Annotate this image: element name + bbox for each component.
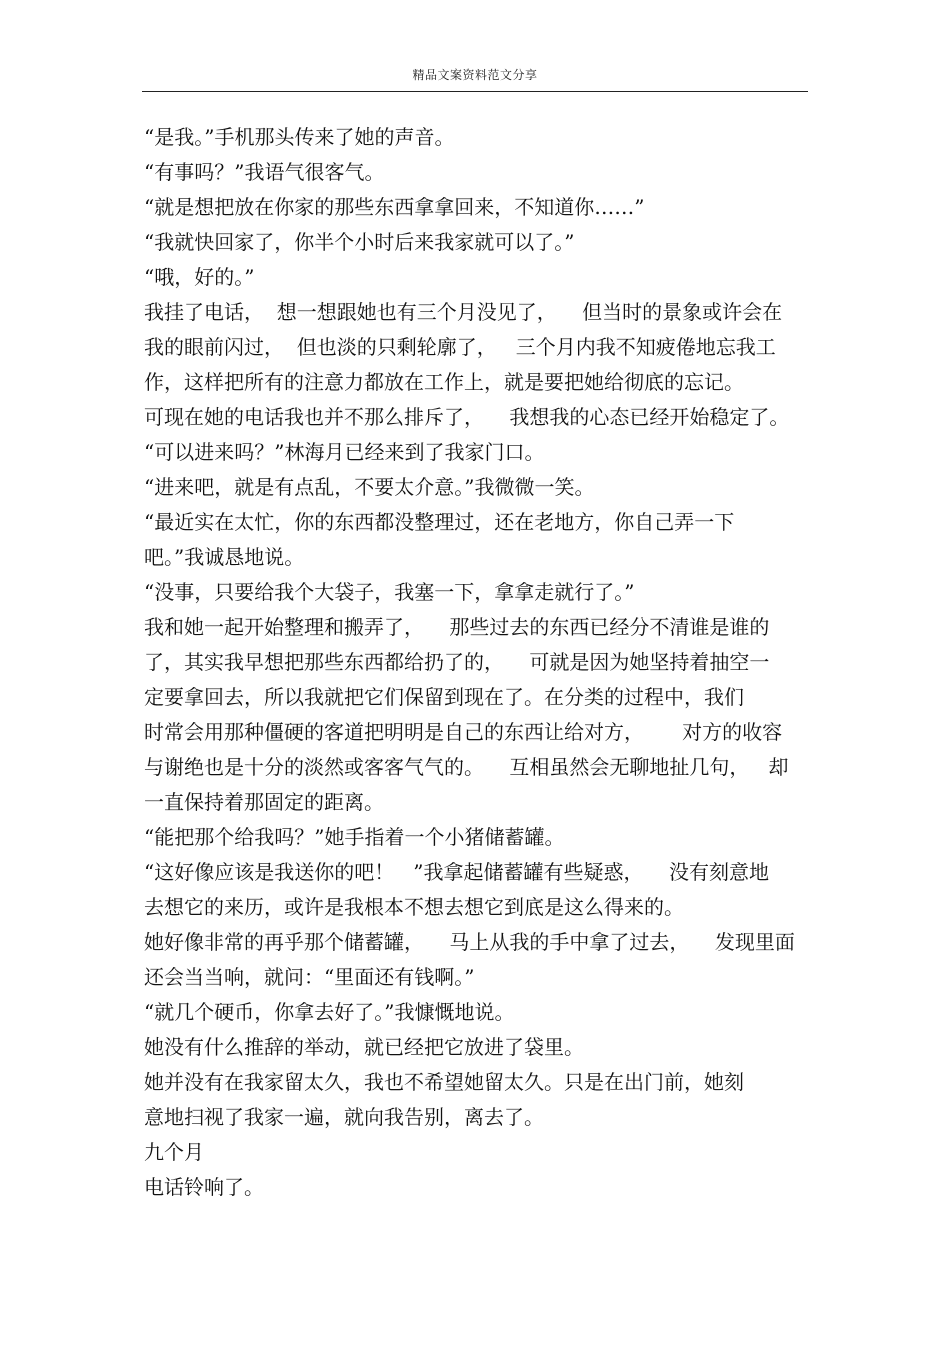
text-line: 九个月 <box>144 1140 204 1164</box>
text-line: “进来吧，就是有点乱，不要太介意。”我微微一笑。 <box>144 475 595 499</box>
text-line: 还会当当响，就问：“里面还有钱啊。” <box>144 965 475 989</box>
text-line: 我和她一起开始整理和搬弄了， 那些过去的东西已经分不清谁是谁的 <box>144 615 770 639</box>
text-line: 作，这样把所有的注意力都放在工作上，就是要把她给彻底的忘记。 <box>144 370 744 394</box>
text-line: “我就快回家了，你半个小时后来我家就可以了。” <box>144 230 575 254</box>
text-line: “有事吗？”我语气很客气。 <box>144 160 385 184</box>
text-line: 意地扫视了我家一遍，就向我告别，离去了。 <box>144 1105 544 1129</box>
text-line: 可现在她的电话我也并不那么排斥了， 我想我的心态已经开始稳定了。 <box>144 405 790 429</box>
text-line: “是我。”手机那头传来了她的声音。 <box>144 125 455 149</box>
text-line: 定要拿回去，所以我就把它们保留到现在了。在分类的过程中，我们 <box>144 685 744 709</box>
text-line: “就是想把放在你家的那些东西拿拿回来，不知道你……” <box>144 195 645 219</box>
text-line: 她好像非常的再乎那个储蓄罐， 马上从我的手中拿了过去， 发现里面 <box>144 930 795 954</box>
text-line: “哦，好的。” <box>144 265 255 289</box>
text-line: “这好像应该是我送你的吧！ ”我拿起储蓄罐有些疑惑， 没有刻意地 <box>144 860 769 884</box>
header-divider <box>142 91 808 92</box>
page-header: 精品文案资料范文分享 <box>412 68 538 82</box>
text-line: 与谢绝也是十分的淡然或客客气气的。 互相虽然会无聊地扯几句， 却 <box>144 755 789 779</box>
text-line: 吧。”我诚恳地说。 <box>144 545 305 569</box>
document-body <box>144 120 808 1205</box>
text-line: 一直保持着那固定的距离。 <box>144 790 384 814</box>
text-line: 电话铃响了。 <box>144 1175 264 1199</box>
text-line: 去想它的来历，或许是我根本不想去想它到底是这么得来的。 <box>144 895 684 919</box>
text-line: “就几个硬币，你拿去好了。”我慷慨地说。 <box>144 1000 515 1024</box>
text-line: 我的眼前闪过， 但也淡的只剩轮廓了， 三个月内我不知疲倦地忘我工 <box>144 335 776 359</box>
text-line: “没事，只要给我个大袋子，我塞一下，拿拿走就行了。” <box>144 580 635 604</box>
text-line: 时常会用那种僵硬的客道把明明是自己的东西让给对方， 对方的收容 <box>144 720 783 744</box>
text-line: “能把那个给我吗？”她手指着一个小猪储蓄罐。 <box>144 825 565 849</box>
text-line: 她没有什么推辞的举动，就已经把它放进了袋里。 <box>144 1035 584 1059</box>
text-line: 了，其实我早想把那些东西都给扔了的， 可就是因为她坚持着抽空一 <box>144 650 770 674</box>
text-line: “最近实在太忙，你的东西都没整理过，还在老地方，你自己弄一下 <box>144 510 735 534</box>
text-line: 我挂了电话， 想一想跟她也有三个月没见了， 但当时的景象或许会在 <box>144 300 783 324</box>
text-line: “可以进来吗？”林海月已经来到了我家门口。 <box>144 440 545 464</box>
text-line: 她并没有在我家留太久，我也不希望她留太久。只是在出门前，她刻 <box>144 1070 744 1094</box>
